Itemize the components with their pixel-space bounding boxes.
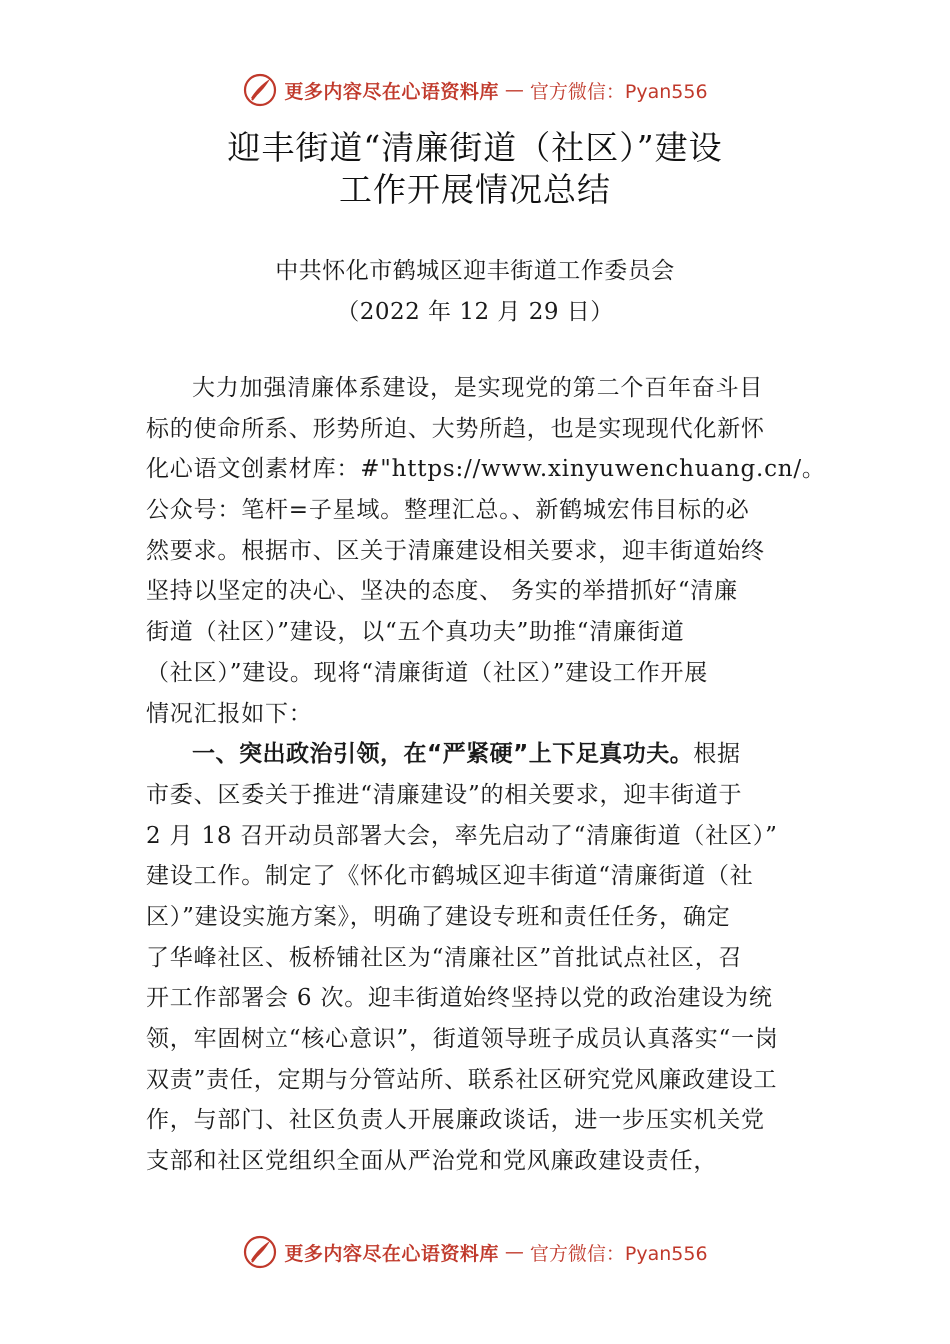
paragraph-line: 情况汇报如下： [146, 700, 313, 727]
paragraph-line: 坚持以坚定的决心、坚决的态度、 务实的举措抓好“清廉 [146, 578, 738, 605]
paragraph-line: 作，与部门、社区负责人开展廉政谈话，进一步压实机关党 [146, 1107, 765, 1134]
banner-wechat-text: 官方微信：Pyan556 [529, 1242, 708, 1265]
paragraph-line: 然要求。根据市、区关于清廉建设相关要求，迎丰街道始终 [146, 537, 765, 564]
paragraph-line: 支部和社区党组织全面从严治党和党风廉政建设责任， [146, 1148, 718, 1175]
section-1-heading: 一、突出政治引领，在“严紧硬”上下足真功夫。 [192, 741, 694, 768]
paragraph-line: 建设工作。制定了《怀化市鹤城区迎丰街道“清廉街道（社 [146, 863, 754, 890]
document-body [146, 368, 826, 1182]
document-title-line-1: 迎丰街道“清廉街道（社区）”建设 [227, 128, 723, 167]
paragraph-line: 街道（社区）”建设，以“五个真功夫”助推“清廉街道 [146, 619, 685, 646]
section-1-first-line [146, 734, 826, 775]
paragraph-line: 双责”责任，定期与分管站所、联系社区研究党风廉政建设工 [146, 1066, 778, 1093]
paragraph-line: 区）”建设实施方案》，明确了建设专班和责任任务，确定 [146, 903, 731, 930]
document-title-line-2: 工作开展情况总结 [339, 170, 611, 209]
header-watermark-banner [0, 70, 950, 110]
paragraph-line: 化心语文创素材库：#"https://www.xinyuwenchuang.cn/。 [146, 456, 826, 483]
banner-library-text: 更多内容尽在心语资料库 [284, 80, 499, 103]
quill-logo-icon [242, 1234, 278, 1270]
paragraph-line: 2 月 18 召开动员部署大会，率先启动了“清廉街道（社区）” [146, 822, 778, 849]
paragraph-line: 了华峰社区、板桥铺社区为“清廉社区”首批试点社区，召 [146, 944, 743, 971]
paragraph-line: 领，牢固树立“核心意识”，街道领导班子成员认真落实“一岗 [146, 1026, 779, 1052]
banner-dash: — [504, 79, 524, 101]
quill-logo-icon [242, 72, 278, 108]
document-date: （2022 年 12 月 29 日） [336, 299, 614, 325]
paragraph-line: 市委、区委关于推进“清廉建设”的相关要求，迎丰街道于 [146, 781, 743, 808]
section-1-first-line-rest: 根据 [693, 741, 741, 768]
banner-dash: — [504, 1241, 524, 1263]
banner-wechat-text: 官方微信：Pyan556 [529, 80, 708, 103]
paragraph-line: 大力加强清廉体系建设，是实现党的第二个百年奋斗目 [192, 375, 764, 401]
banner-library-text: 更多内容尽在心语资料库 [284, 1242, 499, 1265]
footer-watermark-banner [0, 1232, 950, 1272]
issuing-organization: 中共怀化市鹤城区迎丰街道工作委员会 [275, 258, 675, 284]
paragraph-line: 开工作部署会 6 次。迎丰街道始终坚持以党的政治建设为统 [146, 985, 773, 1012]
paragraph-line: （社区）”建设。现将“清廉街道（社区）”建设工作开展 [146, 659, 709, 686]
paragraph-line: 公众号：笔杆=子星域。整理汇总。、新鹤城宏伟目标的必 [146, 497, 750, 524]
paragraph-line: 标的使命所系、形势所迫、大势所趋，也是实现现代化新怀 [146, 415, 765, 442]
